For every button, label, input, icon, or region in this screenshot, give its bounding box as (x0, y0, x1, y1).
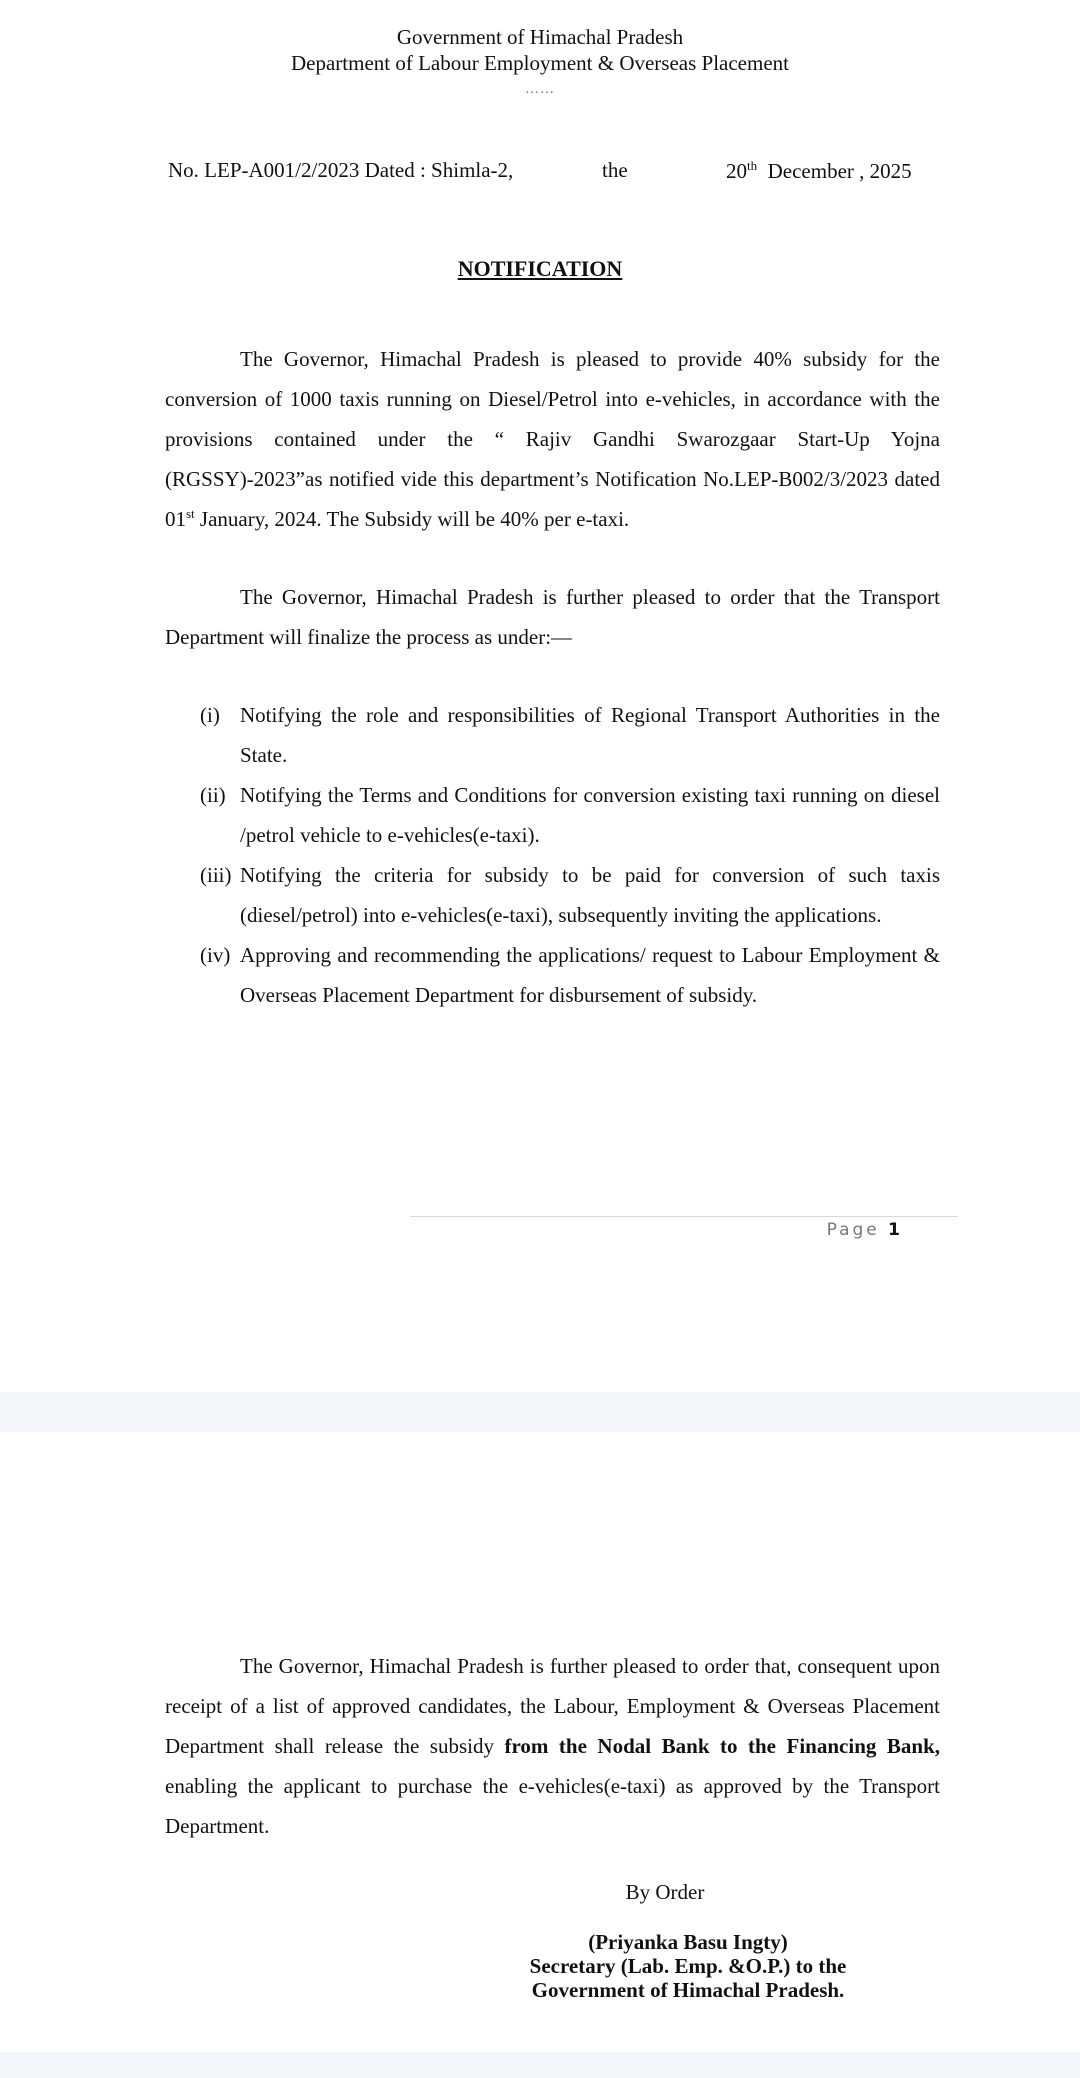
reference-date (726, 158, 912, 184)
list-item-text: Approving and recommending the applications/ request to Labour Employment & Overseas Placement Department for disbursement of subsidy. (240, 943, 940, 1007)
paragraph-1-text-b: January, 2024. The Subsidy will be 40% per e-taxi. (194, 507, 630, 531)
process-list (200, 695, 940, 1015)
date-month-year: December , 2025 (767, 159, 912, 183)
header-dots: …… (525, 82, 555, 97)
notification-title: NOTIFICATION (457, 256, 623, 281)
list-item-text: Notifying the criteria for subsidy to be paid for conversion of such taxis (diesel/petrol) into e-vehicles(e-taxi), subsequently inviting the applications. (240, 863, 940, 927)
date-day-suffix: th (747, 158, 758, 173)
list-item-text: Notifying the role and responsibilities of Regional Transport Authorities in the State. (240, 703, 940, 767)
paragraph-2-text: The Governor, Himachal Pradesh is further pleased to order that the Transport Department will finalize the process as under:— (165, 585, 940, 649)
list-item-number: (iii) (200, 863, 232, 887)
page-label: Page (826, 1220, 880, 1240)
list-item (200, 775, 940, 855)
page-number-footer (800, 1220, 900, 1240)
reference-the: the (602, 158, 628, 182)
document-page-2 (0, 1432, 1080, 2052)
page-number: 1 (888, 1220, 900, 1240)
paragraph-3-text-a: The Governor, Himachal Pradesh is further pleased to order that, consequent upon receipt of a list of approved candidates, the Labour, Employment & Overseas Placement Department shall release the subsidy (165, 1654, 940, 1758)
header-department: Department of Labour Employment & Overseas Placement (290, 51, 789, 75)
paragraph-1-text-a: The Governor, Himachal Pradesh is pleased to provide 40% subsidy for the conversion of 1000 taxis running on Diesel/Petrol into e-vehicles, in accordance with the provisions contained under the “ Rajiv Gandhi Swarozgaar Start-Up Yojna (RGSSY)-2023”as notified vide this department’s Notification No.LEP-B002/3/2023 dated 01 (165, 347, 940, 531)
date-day: 20 (726, 159, 747, 183)
list-item-text: Notifying the Terms and Conditions for conversion existing taxi running on diesel /petrol vehicle to e-vehicles(e-taxi). (240, 783, 940, 847)
list-item-number: (iv) (200, 943, 231, 967)
footer-divider (410, 1216, 958, 1217)
paragraph-3-bold: from the Nodal Bank to the Financing Bank, (504, 1734, 941, 1758)
signatory-name: (Priyanka Basu Ingty) (588, 1930, 788, 1954)
paragraph-1-sup: st (186, 506, 195, 521)
reference-number: No. LEP-A001/2/2023 Dated : Shimla-2, (168, 158, 514, 182)
paragraph-3 (165, 1646, 940, 1846)
paragraph-2 (165, 577, 940, 657)
paragraph-3-text-b: enabling the applicant to purchase the e-vehicles(e-taxi) as approved by the Transport Department. (165, 1774, 940, 1838)
list-item (200, 855, 940, 935)
signatory-designation: Secretary (Lab. Emp. &O.P.) to the (529, 1954, 847, 1978)
list-item-number: (i) (200, 703, 220, 727)
list-item (200, 695, 940, 775)
signatory-government: Government of Himachal Pradesh. (531, 1978, 845, 2002)
header-government: Government of Himachal Pradesh (396, 25, 684, 49)
paragraph-1 (165, 339, 940, 539)
list-item-number: (ii) (200, 783, 226, 807)
by-order: By Order (625, 1880, 705, 1904)
list-item (200, 935, 940, 1015)
